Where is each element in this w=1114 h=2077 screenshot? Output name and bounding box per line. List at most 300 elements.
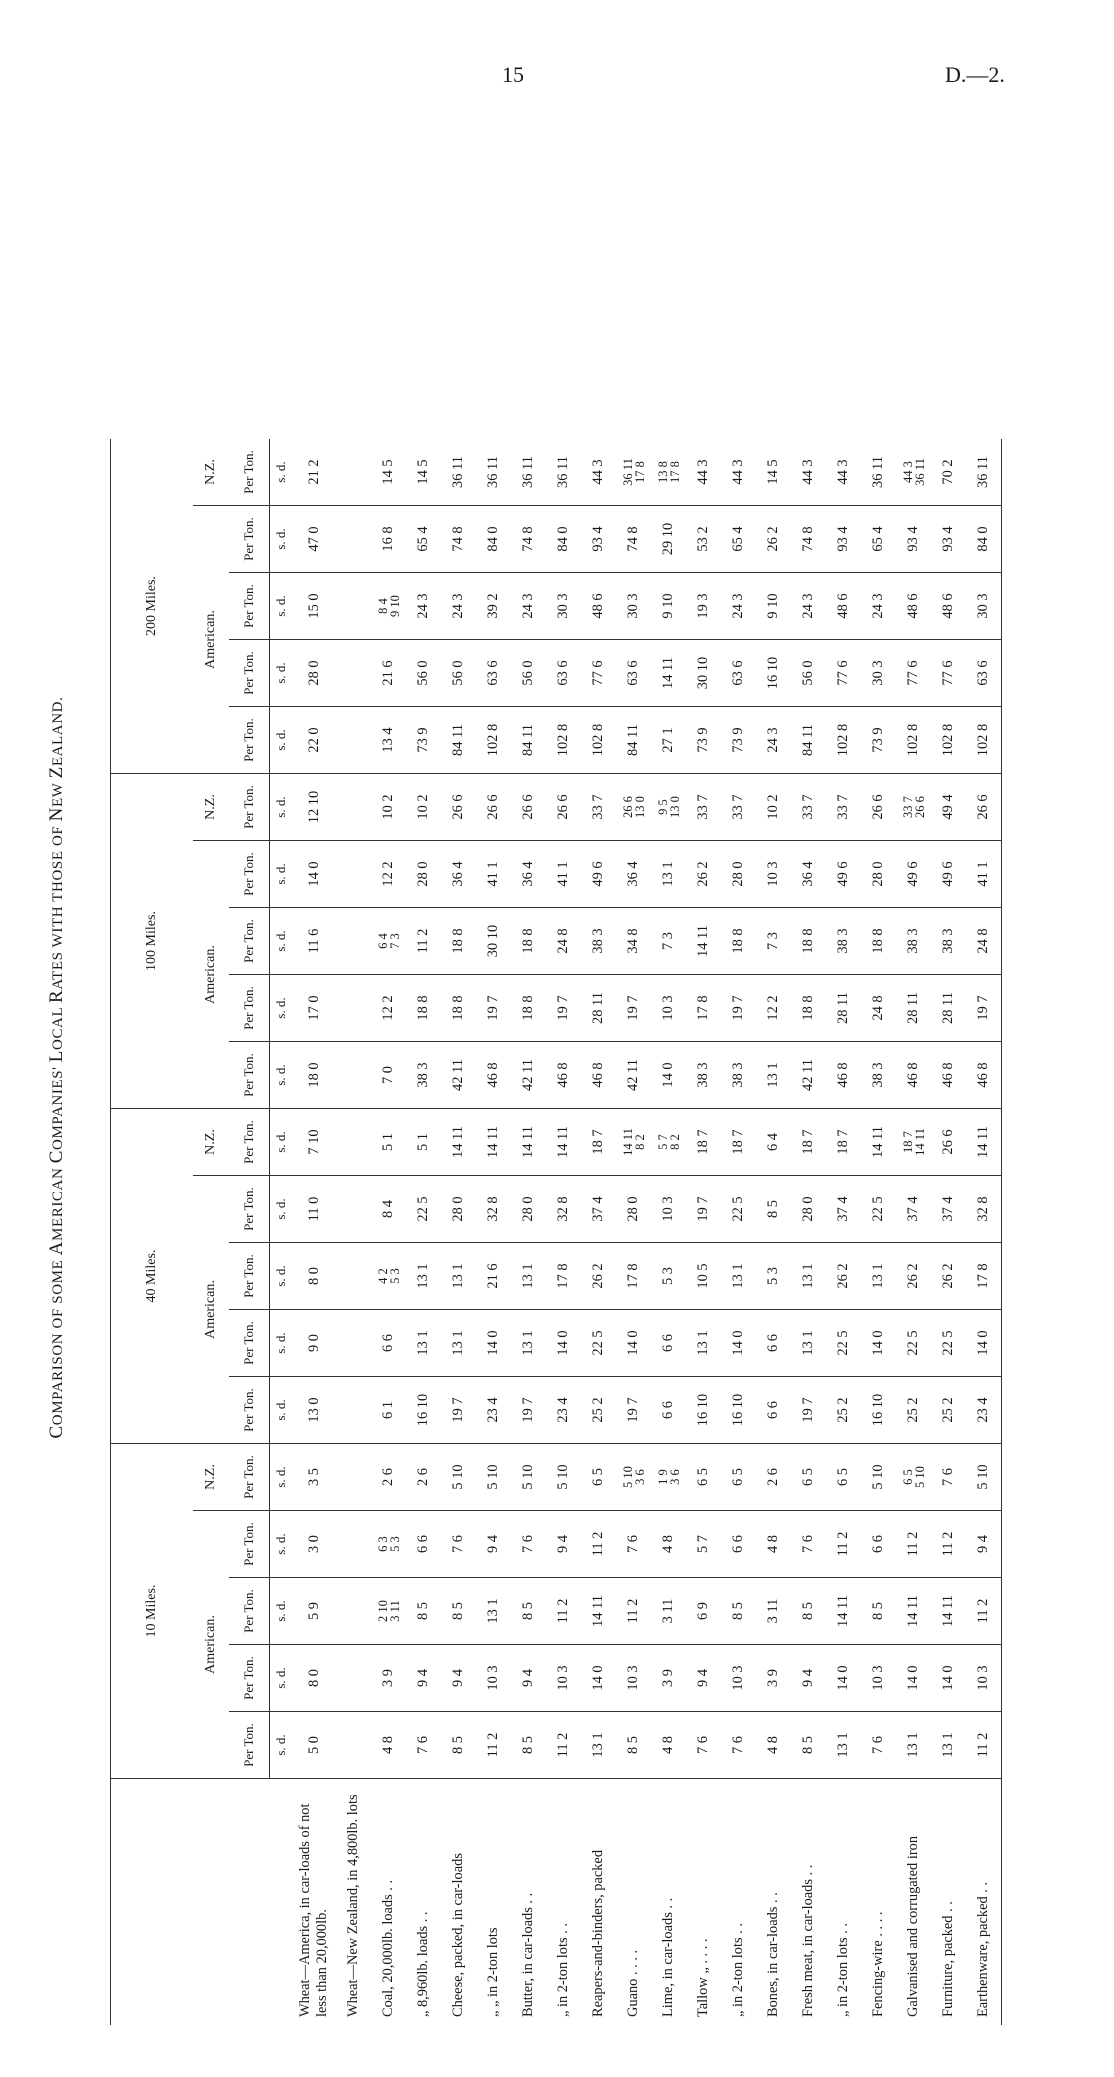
rate-cell: 19 7	[476, 975, 511, 1042]
rate-cell: 44 3	[581, 439, 616, 506]
rate-cell: 84 11	[791, 707, 826, 774]
rate-cell: 9 4	[476, 1511, 511, 1578]
rate-cell-line: 17 8	[667, 461, 682, 483]
rate-cell: 13 1	[931, 1712, 966, 1779]
rate-cell: 8 4	[371, 1176, 406, 1243]
rate-cell: 42 11	[616, 1042, 651, 1109]
rate-cell: 28 0	[721, 841, 756, 908]
rate-cell: 14 11	[686, 908, 721, 975]
rate-cell: 8 5	[616, 1712, 651, 1779]
sd-label: s. d.	[270, 774, 293, 841]
rate-cell: 19 7	[686, 1176, 721, 1243]
rate-cell: 24 3	[721, 573, 756, 640]
rate-cell: 12 10	[292, 774, 336, 841]
description-header	[111, 1779, 270, 2026]
rate-cell: 37 4	[581, 1176, 616, 1243]
rate-cell	[336, 1243, 371, 1310]
row-description: Wheat—New Zealand, in 4,800lb. lots	[345, 1794, 361, 2017]
rate-cell: 48 6	[581, 573, 616, 640]
rate-cell: 13 1	[791, 1243, 826, 1310]
rate-cell: 25 2	[826, 1377, 861, 1444]
title-part: R	[46, 989, 67, 1003]
rate-cell: 73 9	[686, 707, 721, 774]
rate-cell: 84 11	[616, 707, 651, 774]
rate-cell	[616, 1109, 651, 1176]
rate-cell: 26 6	[966, 774, 1002, 841]
rate-cell: 38 3	[686, 1042, 721, 1109]
rate-cell: 19 7	[616, 1377, 651, 1444]
rate-cell: 46 8	[826, 1042, 861, 1109]
rate-cell: 38 3	[896, 908, 931, 975]
rate-cell: 24 3	[756, 707, 791, 774]
rate-cell: 10 5	[686, 1243, 721, 1310]
sd-label: s. d.	[270, 1511, 293, 1578]
american-group-header: American.	[193, 506, 229, 774]
rate-cell: 13 1	[861, 1243, 896, 1310]
rate-cell: 25 2	[581, 1377, 616, 1444]
rate-cell: 6 6	[371, 1310, 406, 1377]
rate-cell: 63 6	[476, 640, 511, 707]
rate-cell: 53 2	[686, 506, 721, 573]
rate-cell: 49 6	[581, 841, 616, 908]
rate-cell: 38 3	[826, 908, 861, 975]
rate-cell: 13 1	[441, 1310, 476, 1377]
row-description: Reapers-and-binders, packed	[590, 1849, 606, 2017]
rate-cell: 6 9	[686, 1578, 721, 1645]
rate-cell	[336, 841, 371, 908]
rate-cell: 11 2	[931, 1511, 966, 1578]
rate-cell: 24 3	[441, 573, 476, 640]
rate-cell	[336, 640, 371, 707]
rate-cell: 84 0	[966, 506, 1002, 573]
rate-cell: 36 11	[441, 439, 476, 506]
rate-cell: 13 1	[721, 1243, 756, 1310]
sd-label: s. d.	[270, 707, 293, 774]
rate-cell: 19 7	[441, 1377, 476, 1444]
rate-cell: 16 10	[686, 1377, 721, 1444]
american-group-header: American.	[193, 841, 229, 1109]
rate-cell: 28 0	[406, 841, 441, 908]
title-part: ATES WITH THOSE OF	[50, 821, 66, 990]
rate-cell: 13 1	[686, 1310, 721, 1377]
band-header: 10 Miles.	[111, 1444, 194, 1779]
rate-cell: 19 7	[511, 1377, 546, 1444]
rate-cell: 14 0	[826, 1645, 861, 1712]
rate-cell: 42 11	[441, 1042, 476, 1109]
rate-cell: 41 1	[966, 841, 1002, 908]
rate-cell: 14 11	[441, 1109, 476, 1176]
rate-cell: 36 11	[476, 439, 511, 506]
rate-cell	[336, 707, 371, 774]
table-row	[511, 439, 546, 2025]
rate-cell: 6 6	[756, 1310, 791, 1377]
rate-cell: 7 6	[441, 1511, 476, 1578]
rate-cell: 49 4	[931, 774, 966, 841]
rate-cell: 74 8	[511, 506, 546, 573]
rate-cell-line: 6 3	[375, 1536, 390, 1552]
rate-cell: 11 2	[546, 1712, 581, 1779]
rate-cell: 17 8	[966, 1243, 1002, 1310]
sd-label: s. d.	[270, 1109, 293, 1176]
unit-header: Per Ton.	[229, 506, 270, 573]
rate-cell-line: 36 11	[912, 458, 927, 486]
rates-table	[110, 439, 1002, 2025]
rate-cell: 102 8	[966, 707, 1002, 774]
table-row	[616, 439, 651, 2025]
rate-cell: 11 2	[966, 1712, 1002, 1779]
rate-cell: 6 6	[651, 1310, 686, 1377]
rate-cell: 10 3	[966, 1645, 1002, 1712]
band-header: 40 Miles.	[111, 1109, 194, 1444]
rate-cell: 33 7	[791, 774, 826, 841]
rate-cell-line: 13 8	[655, 461, 670, 483]
rate-cell: 10 3	[616, 1645, 651, 1712]
rate-cell: 32 8	[966, 1176, 1002, 1243]
rate-cell: 22 5	[721, 1176, 756, 1243]
rate-cell: 18 7	[581, 1109, 616, 1176]
rate-cell: 5 10	[966, 1444, 1002, 1511]
rate-cell	[336, 1712, 371, 1779]
rate-cell-line: 6 4	[375, 933, 390, 949]
sd-label: s. d.	[270, 908, 293, 975]
rate-cell: 9 10	[651, 573, 686, 640]
rate-cell-line: 5 10	[912, 1466, 927, 1488]
rate-cell-line: 5 7	[655, 1134, 670, 1150]
rate-cell: 22 5	[581, 1310, 616, 1377]
rate-cell: 4 8	[371, 1712, 406, 1779]
sd-label: s. d.	[270, 573, 293, 640]
rate-cell: 18 7	[721, 1109, 756, 1176]
rate-cell: 102 8	[931, 707, 966, 774]
page-number: 15	[502, 62, 524, 87]
rate-cell: 44 3	[791, 439, 826, 506]
rate-cell: 63 6	[721, 640, 756, 707]
sd-label: s. d.	[270, 1578, 293, 1645]
title-part: OCAL	[50, 1002, 66, 1050]
rate-cell: 39 2	[476, 573, 511, 640]
rate-cell	[896, 439, 931, 506]
rate-cell: 7 0	[371, 1042, 406, 1109]
rate-cell: 15 0	[292, 573, 336, 640]
rate-cell: 7 6	[931, 1444, 966, 1511]
rate-cell: 19 7	[546, 975, 581, 1042]
rate-cell: 7 3	[756, 908, 791, 975]
rate-cell: 8 5	[861, 1578, 896, 1645]
rate-cell: 14 0	[581, 1645, 616, 1712]
sd-label: s. d.	[270, 1042, 293, 1109]
rate-cell: 8 5	[511, 1578, 546, 1645]
rate-cell-line: 6 5	[900, 1469, 915, 1485]
rate-cell: 16 8	[371, 506, 406, 573]
rate-cell: 22 5	[406, 1176, 441, 1243]
row-description: Coal, 20,000lb. loads . .	[380, 1879, 396, 2017]
rate-cell	[371, 1511, 406, 1578]
rate-cell	[371, 1243, 406, 1310]
rate-cell: 28 0	[441, 1176, 476, 1243]
rate-cell: 84 0	[476, 506, 511, 573]
rate-cell: 18 8	[511, 908, 546, 975]
rate-cell	[371, 908, 406, 975]
unit-header: Per Ton.	[229, 1712, 270, 1779]
rate-cell	[336, 1310, 371, 1377]
rate-cell: 8 5	[511, 1712, 546, 1779]
row-description: Butter, in car-loads . .	[520, 1892, 536, 2017]
rate-cell: 26 6	[511, 774, 546, 841]
nz-group-header: N.Z.	[193, 1109, 229, 1176]
rate-cell: 9 10	[756, 573, 791, 640]
rate-cell: 32 8	[546, 1176, 581, 1243]
rate-cell: 8 5	[721, 1578, 756, 1645]
unit-header: Per Ton.	[229, 640, 270, 707]
rate-cell: 44 3	[721, 439, 756, 506]
rate-cell: 33 7	[581, 774, 616, 841]
rate-cell: 7 3	[651, 908, 686, 975]
rate-cell: 14 11	[476, 1109, 511, 1176]
unit-header: Per Ton.	[229, 1243, 270, 1310]
document-reference: D.—2.	[945, 62, 1005, 87]
rate-cell: 36 4	[791, 841, 826, 908]
rate-cell: 9 4	[966, 1511, 1002, 1578]
rate-cell: 3 0	[292, 1511, 336, 1578]
rate-cell: 8 5	[756, 1176, 791, 1243]
rate-cell: 4 8	[756, 1712, 791, 1779]
rate-cell: 7 6	[861, 1712, 896, 1779]
rate-cell	[651, 1444, 686, 1511]
rate-cell-line: 3 6	[632, 1469, 647, 1485]
rate-cell: 2 6	[406, 1444, 441, 1511]
rate-cell: 11 2	[966, 1578, 1002, 1645]
rate-cell: 30 3	[861, 640, 896, 707]
rate-cell	[616, 1444, 651, 1511]
rate-cell: 14 0	[861, 1310, 896, 1377]
unit-header: Per Ton.	[229, 908, 270, 975]
rate-cell: 14 0	[931, 1645, 966, 1712]
rate-cell: 5 7	[686, 1511, 721, 1578]
unit-header: Per Ton.	[229, 1444, 270, 1511]
rate-cell: 34 8	[616, 908, 651, 975]
rate-cell: 32 8	[476, 1176, 511, 1243]
rate-cell	[336, 506, 371, 573]
rate-cell: 7 6	[406, 1712, 441, 1779]
rate-cell: 46 8	[966, 1042, 1002, 1109]
rate-cell: 17 8	[616, 1243, 651, 1310]
sd-label: s. d.	[270, 439, 293, 506]
rate-cell-line: 18 7	[900, 1131, 915, 1153]
rate-cell: 4 8	[756, 1511, 791, 1578]
rate-cell: 41 1	[546, 841, 581, 908]
rate-cell: 24 8	[546, 908, 581, 975]
rate-cell	[336, 908, 371, 975]
rate-cell: 24 3	[861, 573, 896, 640]
rate-cell-line: 26 6	[912, 796, 927, 818]
row-description: Fresh meat, in car-loads . .	[800, 1864, 816, 2017]
rate-cell: 3 11	[651, 1578, 686, 1645]
rate-cell: 36 4	[441, 841, 476, 908]
table-row	[966, 439, 1002, 2025]
rate-cell: 12 2	[371, 841, 406, 908]
rate-cell: 18 0	[292, 1042, 336, 1109]
rate-cell: 9 4	[441, 1645, 476, 1712]
rate-cell: 10 3	[546, 1645, 581, 1712]
rate-cell: 30 3	[546, 573, 581, 640]
unit-header: Per Ton.	[229, 1176, 270, 1243]
rate-cell: 13 4	[371, 707, 406, 774]
rate-cell: 49 6	[896, 841, 931, 908]
rate-cell: 13 1	[581, 1712, 616, 1779]
rate-cell: 16 10	[406, 1377, 441, 1444]
rate-cell: 6 6	[721, 1511, 756, 1578]
rate-cell: 14 5	[371, 439, 406, 506]
rotated-table-panel	[0, 100, 991, 2035]
table-body	[270, 439, 1002, 2025]
rate-cell: 27 1	[651, 707, 686, 774]
rate-cell: 8 5	[791, 1578, 826, 1645]
rate-cell-line: 1 9	[655, 1469, 670, 1485]
rate-cell: 26 6	[931, 1109, 966, 1176]
table-row	[476, 439, 511, 2025]
table-row	[896, 439, 931, 2025]
rate-cell: 30 3	[966, 573, 1002, 640]
rate-cell: 14 0	[616, 1310, 651, 1377]
rate-cell: 5 0	[292, 1712, 336, 1779]
rate-cell	[336, 1377, 371, 1444]
title-part: Z	[46, 766, 67, 779]
rate-cell: 49 6	[826, 841, 861, 908]
rate-cell: 19 7	[966, 975, 1002, 1042]
rate-cell-line: 26 6	[620, 796, 635, 818]
rate-cell: 18 8	[861, 908, 896, 975]
rate-cell: 36 11	[966, 439, 1002, 506]
row-description: Galvanised and corrugated iron	[905, 1835, 921, 2017]
rate-cell: 8 0	[292, 1243, 336, 1310]
rate-cell: 42 11	[791, 1042, 826, 1109]
rate-cell: 46 8	[581, 1042, 616, 1109]
rate-cell: 6 6	[861, 1511, 896, 1578]
rate-cell: 28 11	[931, 975, 966, 1042]
title-part: N	[46, 806, 67, 822]
rate-cell: 38 3	[931, 908, 966, 975]
rate-cell: 6 5	[791, 1444, 826, 1511]
rate-cell: 7 6	[616, 1511, 651, 1578]
rate-cell: 24 3	[791, 573, 826, 640]
unit-header: Per Ton.	[229, 1511, 270, 1578]
rate-cell: 73 9	[721, 707, 756, 774]
title-part: EW	[50, 778, 66, 807]
row-description: „ 8,960lb. loads . .	[415, 1911, 431, 2017]
rate-cell: 26 2	[581, 1243, 616, 1310]
rate-cell	[616, 439, 651, 506]
rate-cell: 24 8	[861, 975, 896, 1042]
rate-cell: 3 9	[651, 1645, 686, 1712]
sd-label: s. d.	[270, 1444, 293, 1511]
rate-cell: 77 6	[581, 640, 616, 707]
sd-label: s. d.	[270, 1310, 293, 1377]
rate-cell-line: 44 3	[900, 461, 915, 483]
rate-cell: 9 4	[686, 1645, 721, 1712]
rate-cell: 93 4	[581, 506, 616, 573]
rate-cell: 38 3	[861, 1042, 896, 1109]
rate-cell: 6 5	[581, 1444, 616, 1511]
unit-header: Per Ton.	[229, 439, 270, 506]
rate-cell: 3 9	[371, 1645, 406, 1712]
rate-cell: 26 2	[756, 506, 791, 573]
rate-cell: 28 11	[896, 975, 931, 1042]
rate-cell	[336, 1645, 371, 1712]
rate-cell: 18 8	[441, 908, 476, 975]
rate-cell: 44 3	[826, 439, 861, 506]
rate-cell: 11 6	[292, 908, 336, 975]
rate-cell-line: 8 4	[375, 598, 390, 614]
rate-cell: 84 11	[441, 707, 476, 774]
rate-cell: 11 2	[406, 908, 441, 975]
rate-cell: 11 2	[581, 1511, 616, 1578]
unit-header: Per Ton.	[229, 1109, 270, 1176]
rate-cell: 46 8	[546, 1042, 581, 1109]
rate-cell: 73 9	[406, 707, 441, 774]
rate-cell: 11 2	[826, 1511, 861, 1578]
rate-cell: 33 7	[826, 774, 861, 841]
rate-cell: 18 8	[406, 975, 441, 1042]
title-part: EALAND.	[50, 696, 66, 767]
rate-cell: 17 8	[546, 1243, 581, 1310]
rate-cell: 14 11	[931, 1578, 966, 1645]
rate-cell: 28 0	[511, 1176, 546, 1243]
rate-cell: 74 8	[616, 506, 651, 573]
rate-cell: 41 1	[476, 841, 511, 908]
rate-cell: 49 6	[931, 841, 966, 908]
rate-cell	[896, 774, 931, 841]
american-group-header: American.	[193, 1176, 229, 1444]
sd-row	[270, 439, 293, 2025]
rate-cell	[336, 1578, 371, 1645]
rate-cell-line: 9 5	[655, 799, 670, 815]
rate-cell: 48 6	[896, 573, 931, 640]
table-row	[861, 439, 896, 2025]
rate-cell: 14 5	[756, 439, 791, 506]
sd-row-spacer	[270, 1779, 293, 2026]
rate-cell: 77 6	[826, 640, 861, 707]
nz-group-header: N.Z.	[193, 1444, 229, 1511]
rate-cell: 74 8	[441, 506, 476, 573]
rate-cell: 46 8	[476, 1042, 511, 1109]
rate-cell: 14 0	[896, 1645, 931, 1712]
rate-cell-line: 9 10	[387, 595, 402, 617]
rate-cell: 5 3	[756, 1243, 791, 1310]
rate-cell: 9 4	[511, 1645, 546, 1712]
rate-cell: 28 0	[292, 640, 336, 707]
table-row	[931, 439, 966, 2025]
sd-label: s. d.	[270, 1645, 293, 1712]
rate-cell: 23 4	[476, 1377, 511, 1444]
rate-cell: 14 5	[406, 439, 441, 506]
rate-cell: 5 9	[292, 1578, 336, 1645]
rate-cell: 22 5	[861, 1176, 896, 1243]
unit-header: Per Ton.	[229, 975, 270, 1042]
american-group-header: American.	[193, 1511, 229, 1779]
row-description: Wheat—America, in car-loads of not less than 20,000lb.	[297, 1803, 330, 2017]
rate-cell: 18 8	[441, 975, 476, 1042]
rate-cell: 37 4	[896, 1176, 931, 1243]
rate-cell: 26 6	[861, 774, 896, 841]
rate-cell: 5 10	[441, 1444, 476, 1511]
rate-cell: 14 11	[581, 1578, 616, 1645]
rate-cell-line: 8 2	[667, 1134, 682, 1150]
rate-cell: 17 0	[292, 975, 336, 1042]
rate-cell: 14 0	[546, 1310, 581, 1377]
table-row	[686, 439, 721, 2025]
rate-cell: 26 2	[931, 1243, 966, 1310]
rate-cell: 10 3	[756, 841, 791, 908]
